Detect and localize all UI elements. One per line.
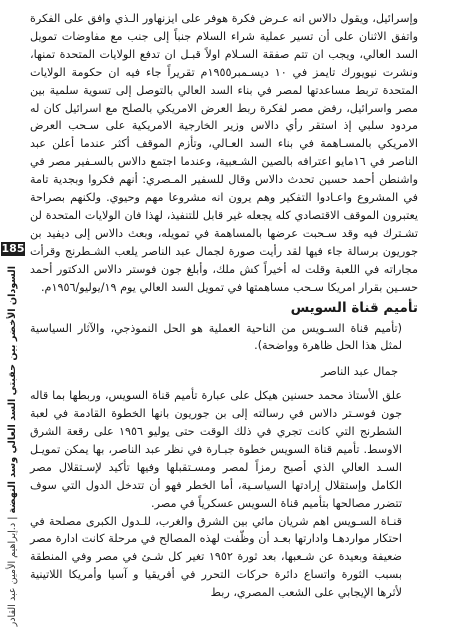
text-line: وفيها تأكيد لإسـتقلال مصر الكامل وإستقلال إرادتها السياسـية، أما الخطر فهو أن تتدخل bbox=[30, 460, 402, 492]
quote-line: هذا الحل ظاهرة وواضحة). bbox=[254, 339, 377, 353]
text-line: ١٩/يوليو/١٩٥٦م. bbox=[40, 280, 117, 294]
text-line: عن شـعبها، بعد ثورة ١٩٥٢ تغير كل شـئ في مصر وفي المنطقة بسبب الثورة واتساع دائرة bbox=[30, 550, 402, 582]
text-line: مساعدتها لمصر في بناء السد العالي بالتوصل إلى تسوية سلمية بين مصر واسرائيل، رفض bbox=[30, 83, 418, 115]
quote-attribution: جمال عبد الناصر bbox=[321, 365, 398, 379]
text-line: جبـارة في نظر عبد الناصر، بها يمكن تمويـل السـد العالي الذي أصبح رمزاً لمصر ومسـتقبلها bbox=[30, 442, 402, 474]
text-line: وبعث دالاس إلى ديفيد بن جوريون برسالة جاء فيها لقد رأيت صورة لجمال عبد الناصر bbox=[30, 226, 418, 258]
text-line: مواردهـا وادارتها بعـد أن وظّفت لهذه المصالح في مرحلة كانت ادارة مصر ضعيفة وبعيدة bbox=[30, 532, 402, 564]
text-line: نيويورك تايمز في ١٠ ديسـمبر١٩٥٥م تقريراً جاء فيه ان حكومة الولايات المتحدة تربط bbox=[30, 65, 418, 97]
running-head bbox=[6, 266, 20, 626]
text-line: واتفق الاثنان على أن تسير عملية شراء السلام جنباً إلى جنب مع مفاوضات تمويل السد bbox=[30, 29, 418, 61]
page-number: 185 bbox=[1, 242, 25, 255]
text-line: دالاس الدكتور أحمد حسـين بقرار امريكا سـحب مساهمتها في تمويل السد العالي يوم bbox=[30, 262, 418, 294]
text-line: المـصري: أنهم فكروا وبجدية تامة في المشروع واعـادوا التفكير وهم يرون انه مشروعا bbox=[30, 173, 419, 205]
text-line: يلعب الشـطرنج وقرأت مجاراته في اللعبة وقلت له أخيراً كش ملك، وأبلغ جون فوستر bbox=[30, 244, 418, 276]
text-line: مهم وحيوي. ولكنهم بصراحة يعتبرون الموقف الاقتصادي كله يجعله غير قابل للتنفيذ، bbox=[30, 191, 418, 222]
quote-line: (تأميم قناة السـويس من الناحية العملية هو الحل النموذجي، والآثار السياسية لمثل bbox=[30, 321, 402, 353]
text-line: وعندما اجتمع دالاس بالسـفير مصر في واشنطن أحمد حسين تحدث دالاس وقال للسفير bbox=[30, 155, 418, 187]
section-heading: تأميم قناة السويس bbox=[290, 299, 418, 316]
epigraph-quote bbox=[30, 320, 418, 356]
text-line: دالاس وزير الخارجية الامريكية على سـحب العرض الامريكي بالمسـاهمة في بناء السد bbox=[30, 119, 419, 151]
text-line: فوسـتر دالاس في رسالته إلى بن جوريون بانها الخطوة القادمة في لعبة الشطرنج التي كانت bbox=[30, 407, 403, 439]
text-line: علق الأستاذ محمد حسنين هيكل على عبارة تأميم قناة السويس، وربطها بما قاله جون bbox=[30, 389, 402, 421]
text-line: تجري في ذلك الوقت حتى يوليو ١٩٥٦ على رقعة الشرق الاوسط. تأميم قناة السويس خطوة bbox=[30, 425, 403, 456]
text-line: مصر لفكرة ربط العرض الامريكي بالصلح مع اسرائيل كان له مردود سلبي إذ استقر رأي bbox=[30, 101, 419, 133]
text-line: الدول التي سوف تتضرر مصالحها بتأميم قناة السويس عسكرياً في مصر. bbox=[30, 478, 402, 510]
running-head-separator: | bbox=[7, 516, 18, 523]
text-line: وإسرائيل، ويقول دالاس انه عـرض فكرة هوفر على ايزنهاور الـذي وافق على الفكرة bbox=[30, 12, 418, 25]
text-line: حركات التحرر في أفريقيا و آسيا وأمريكا اللاتينية لأثرها الإيجابي على الشعب المصري، ربط bbox=[30, 568, 402, 600]
paragraph-3 bbox=[30, 513, 418, 603]
page-margin-strip bbox=[0, 0, 26, 640]
text-line: لهذا فان الولايات المتحدة لن تشـترك فيه وقد سـحبت عرضها بالمساهمة في تمويله، bbox=[30, 208, 418, 240]
body-text bbox=[30, 10, 418, 602]
running-head-author: د.إبراهيم الأمين عبد القادر bbox=[7, 522, 18, 627]
paragraph-1 bbox=[30, 10, 418, 297]
text-line: العـالي، وتأزم الموقف أكثر عندما أعلن عبد الناصر في ١٦مايو اعترافه بالصين الشـعبية، bbox=[30, 137, 418, 169]
running-head-title: السودان الأخضر بين حقبتي السد العالي وسد النهضة bbox=[7, 266, 18, 514]
text-line: العالي، ويجب ان تتم صفقة السـلام اولاً قبـل ان تدفع الولايات المتحدة تمنها، ونشرت bbox=[30, 47, 418, 79]
paragraph-2 bbox=[30, 387, 418, 512]
text-line: قنـاة السـويس اهم شريان مائي بين الشرق والغرب، للـدول الكبرى مصلحة في احتكار bbox=[30, 514, 403, 546]
